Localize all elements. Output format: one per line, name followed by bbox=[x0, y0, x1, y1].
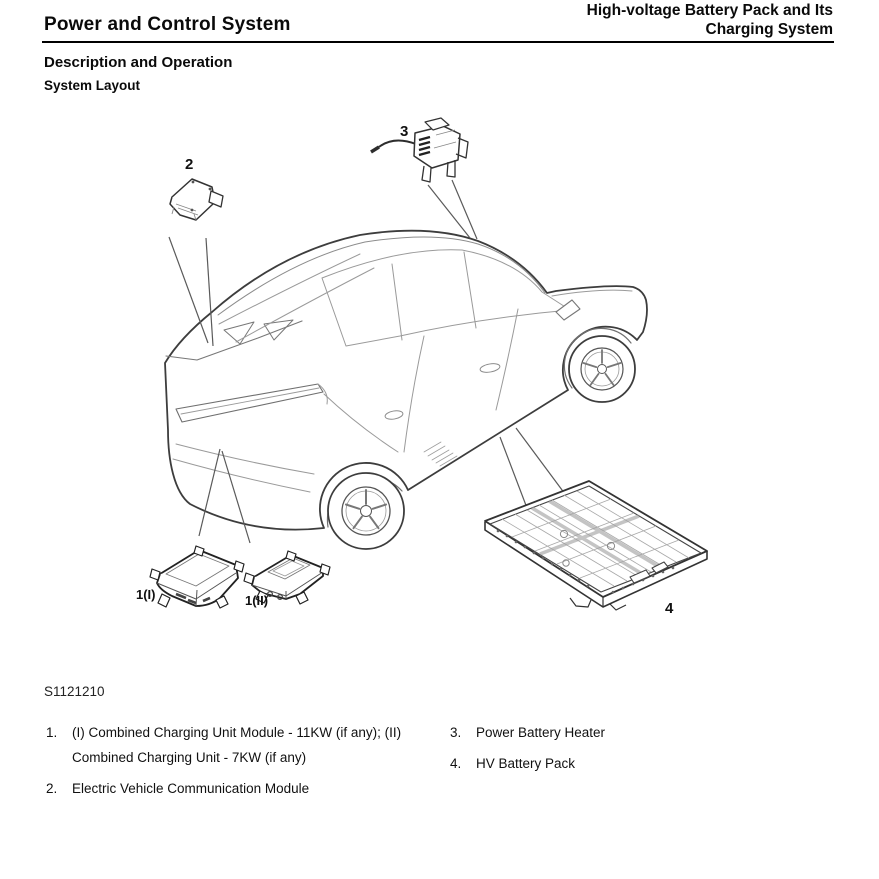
system-layout-figure bbox=[0, 100, 879, 680]
legend-item-1-number: 1. bbox=[46, 725, 58, 740]
legend-item-1 bbox=[46, 720, 442, 770]
header-chapter-title-line1: High-voltage Battery Pack and Its bbox=[586, 2, 833, 19]
ccu-i-tab-left bbox=[150, 569, 160, 580]
ccu-i-foot-left bbox=[158, 594, 170, 607]
callout-label-2: 2 bbox=[185, 156, 194, 173]
charging-unit-i-illustration bbox=[150, 546, 244, 608]
heater-cable-connector bbox=[371, 147, 379, 152]
header-chapter-title-line2: Charging System bbox=[705, 21, 833, 38]
legend-item-2-text: Electric Vehicle Communication Module bbox=[72, 781, 310, 796]
battery-heater-illustration bbox=[371, 118, 468, 182]
callout-label-3: 3 bbox=[400, 123, 409, 140]
legend-column-1 bbox=[46, 720, 442, 807]
legend-item-4-number: 4. bbox=[450, 756, 462, 771]
leader-battery-a bbox=[500, 437, 527, 508]
header-rule bbox=[42, 41, 834, 43]
legend-item-3-text: Power Battery Heater bbox=[476, 725, 606, 740]
callout-label-1ii: 1(II) bbox=[245, 593, 269, 608]
header-section-title: Power and Control System bbox=[44, 14, 291, 35]
legend-item-4-text: HV Battery Pack bbox=[476, 756, 576, 771]
legend-item-1-text: (I) Combined Charging Unit Module - 11KW (if any); (II) Combined Charging Unit - 7KW (if any) bbox=[72, 725, 402, 765]
hv-battery-pack-illustration bbox=[485, 481, 707, 610]
evcm-module-illustration bbox=[170, 179, 223, 220]
ccu-ii-tab-left bbox=[244, 573, 254, 584]
legend-item-3 bbox=[450, 720, 840, 745]
callout-label-4: 4 bbox=[665, 600, 674, 617]
rear-wheel bbox=[328, 473, 404, 549]
front-wheel bbox=[569, 336, 635, 402]
legend-item-3-number: 3. bbox=[450, 725, 462, 740]
description-operation-heading: Description and Operation bbox=[44, 54, 233, 71]
figure-code: S1121210 bbox=[44, 684, 105, 699]
callout-label-1i: 1(I) bbox=[136, 587, 156, 602]
legend-column-2 bbox=[450, 720, 840, 782]
leader-evcm-a bbox=[169, 237, 208, 343]
leader-heater-a bbox=[428, 185, 470, 238]
vehicle-components-diagram bbox=[0, 100, 879, 680]
legend-item-2 bbox=[46, 776, 442, 801]
heater-leg-left bbox=[422, 166, 431, 182]
system-layout-subheading: System Layout bbox=[44, 78, 141, 93]
legend-item-2-number: 2. bbox=[46, 781, 58, 796]
header-chapter-title bbox=[503, 1, 833, 39]
leader-battery-b bbox=[516, 428, 565, 494]
heater-cable bbox=[379, 140, 416, 147]
legend-item-4 bbox=[450, 751, 840, 776]
